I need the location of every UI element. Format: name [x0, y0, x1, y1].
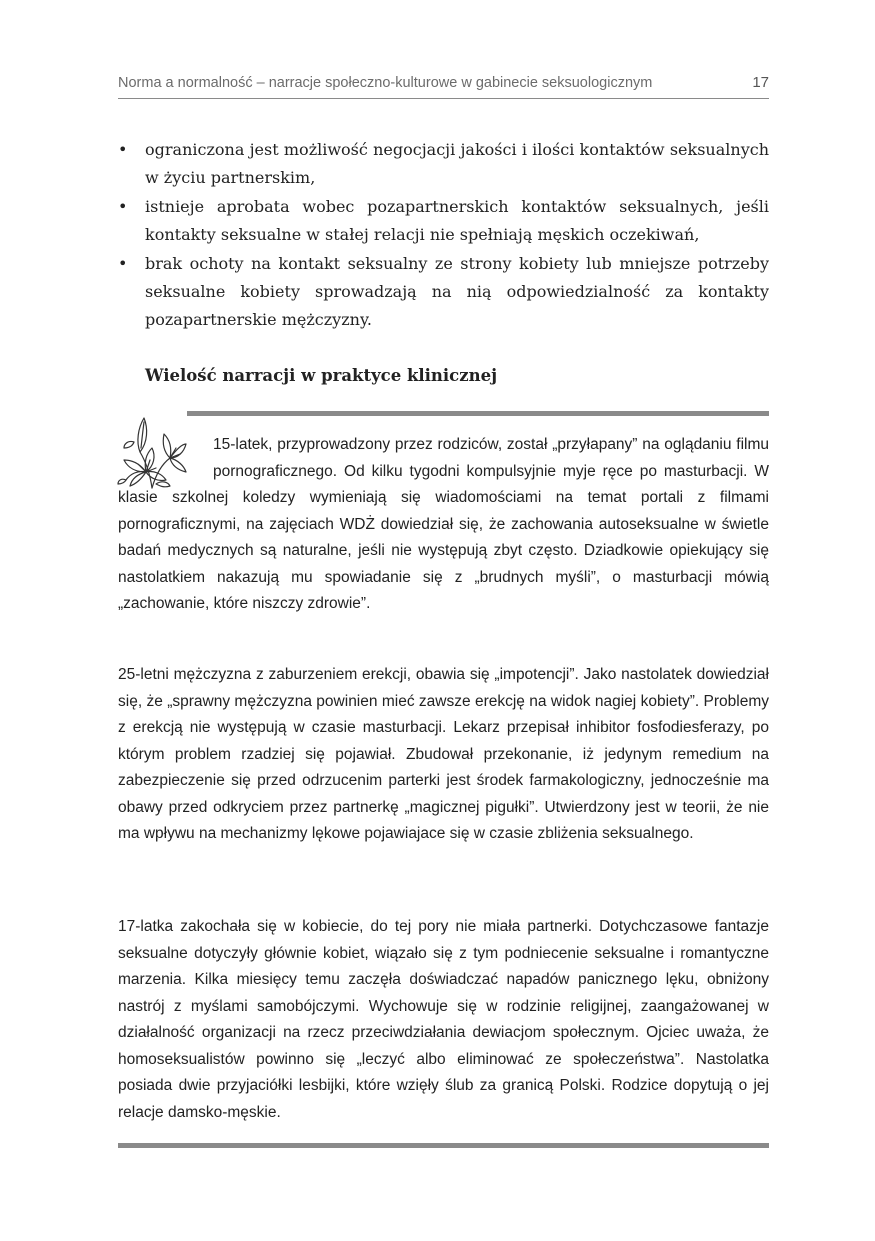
list-item [118, 193, 769, 249]
list-item-text: istnieje aprobata wobec pozapartnerskich kontaktów seksualnych, jeśli kontakty seksualne w stałej relacji nie spełniają męskich oczekiwań, [145, 197, 769, 244]
list-item-text: brak ochoty na kontakt seksualny ze strony kobiety lub mniejsze potrzeby seksualne kobiety sprowadzają na nią odpowiedzialność za kontakty pozapartnerskie mężczyzny. [145, 254, 769, 329]
case-description-1 [118, 432, 769, 618]
list-item-text: ograniczona jest możliwość negocjacji jakości i ilości kontaktów seksualnych w życiu partnerskim, [145, 140, 769, 187]
case-description-3 [118, 914, 769, 1126]
icon-spacer [118, 432, 213, 482]
case-text: 25-letni mężczyzna z zaburzeniem erekcji, obawia się „impotencji”. Jako nastolatek dowiedział się, że „sprawny mężczyzna powinien mieć zawsze erekcję na widok nagiej kobiety”. Problemy z erekcją nie występują w czasie masturbacji. Lekarz przepisał inhibitor fosfodiesferazy, po którym problem rzadziej się pojawiał. Zbudował przekonanie, iż jedynym remedium na zabezpieczenie się przed odrzucenim parterki jest środek farmakologiczny, jednocześnie ma obawy przed odkryciem przez partnerkę „magicznej pigułki”. Utwierdzony jest w teorii, że nie ma wpływu na mechanizmy lękowe pojawiajace się w czasie zbliżenia seksualnego. [118, 666, 769, 842]
case-description-2 [118, 662, 769, 848]
header-rule [118, 98, 769, 99]
page-number: 17 [752, 74, 769, 91]
box-top-rule [187, 411, 769, 416]
running-header [118, 74, 769, 91]
bullet-marker: • [118, 197, 128, 216]
bullet-marker: • [118, 254, 128, 273]
list-item [118, 136, 769, 192]
section-heading: Wielość narracji w praktyce klinicznej [145, 366, 498, 385]
bullet-marker: • [118, 140, 128, 159]
case-text: 17-latka zakochała się w kobiecie, do tej pory nie miała partnerki. Dotychczasowe fantazje seksualne dotyczyły głównie kobiet, wiązało się z tym podniecenie seksualne i romantyczne marzenia. Kilka miesięcy temu zaczęła doświadczać napadów panicznego lęku, obniżony nastrój z myślami samobójczymi. Wychowuje się w rodzinie religijnej, zaangażowanej w działalność organizacji na rzecz przeciwdziałania dewiacjom społecznym. Ojciec uważa, że homoseksualistów powinno się „leczyć albo eliminować ze społeczeństwa”. Nastolatka posiada dwie przyjaciółki lesbijki, które wzięły ślub za granicą Polski. Rodzice dopytują o jej relacje damsko-męskie. [118, 918, 769, 1121]
case-text: 15-latek, przyprowadzony przez rodziców, został „przyłapany” na oglądaniu filmu pornograficznego. Od kilku tygodni kompulsyjnie myje ręce po masturbacji. W klasie szkolnej koledzy wymieniają się wiadomościami na temat portali z filmami pornograficznymi, na zajęciach WDŻ dowiedział się, że zachowania autoseksualne w świetle badań medycznych są naturalne, jeśli nie występują zbyt często. Dziadkowie opiekujący się nastolatkiem nakazują mu spowiadanie się z „brudnych myśli”, o masturbacji mówią „zachowanie, które niszczy zdrowie”. [118, 436, 769, 612]
list-item [118, 250, 769, 334]
running-title: Norma a normalność – narracje społeczno-kulturowe w gabinecie seksuologicznym [118, 75, 653, 91]
box-bottom-rule [118, 1143, 769, 1148]
bullet-list [118, 136, 769, 335]
